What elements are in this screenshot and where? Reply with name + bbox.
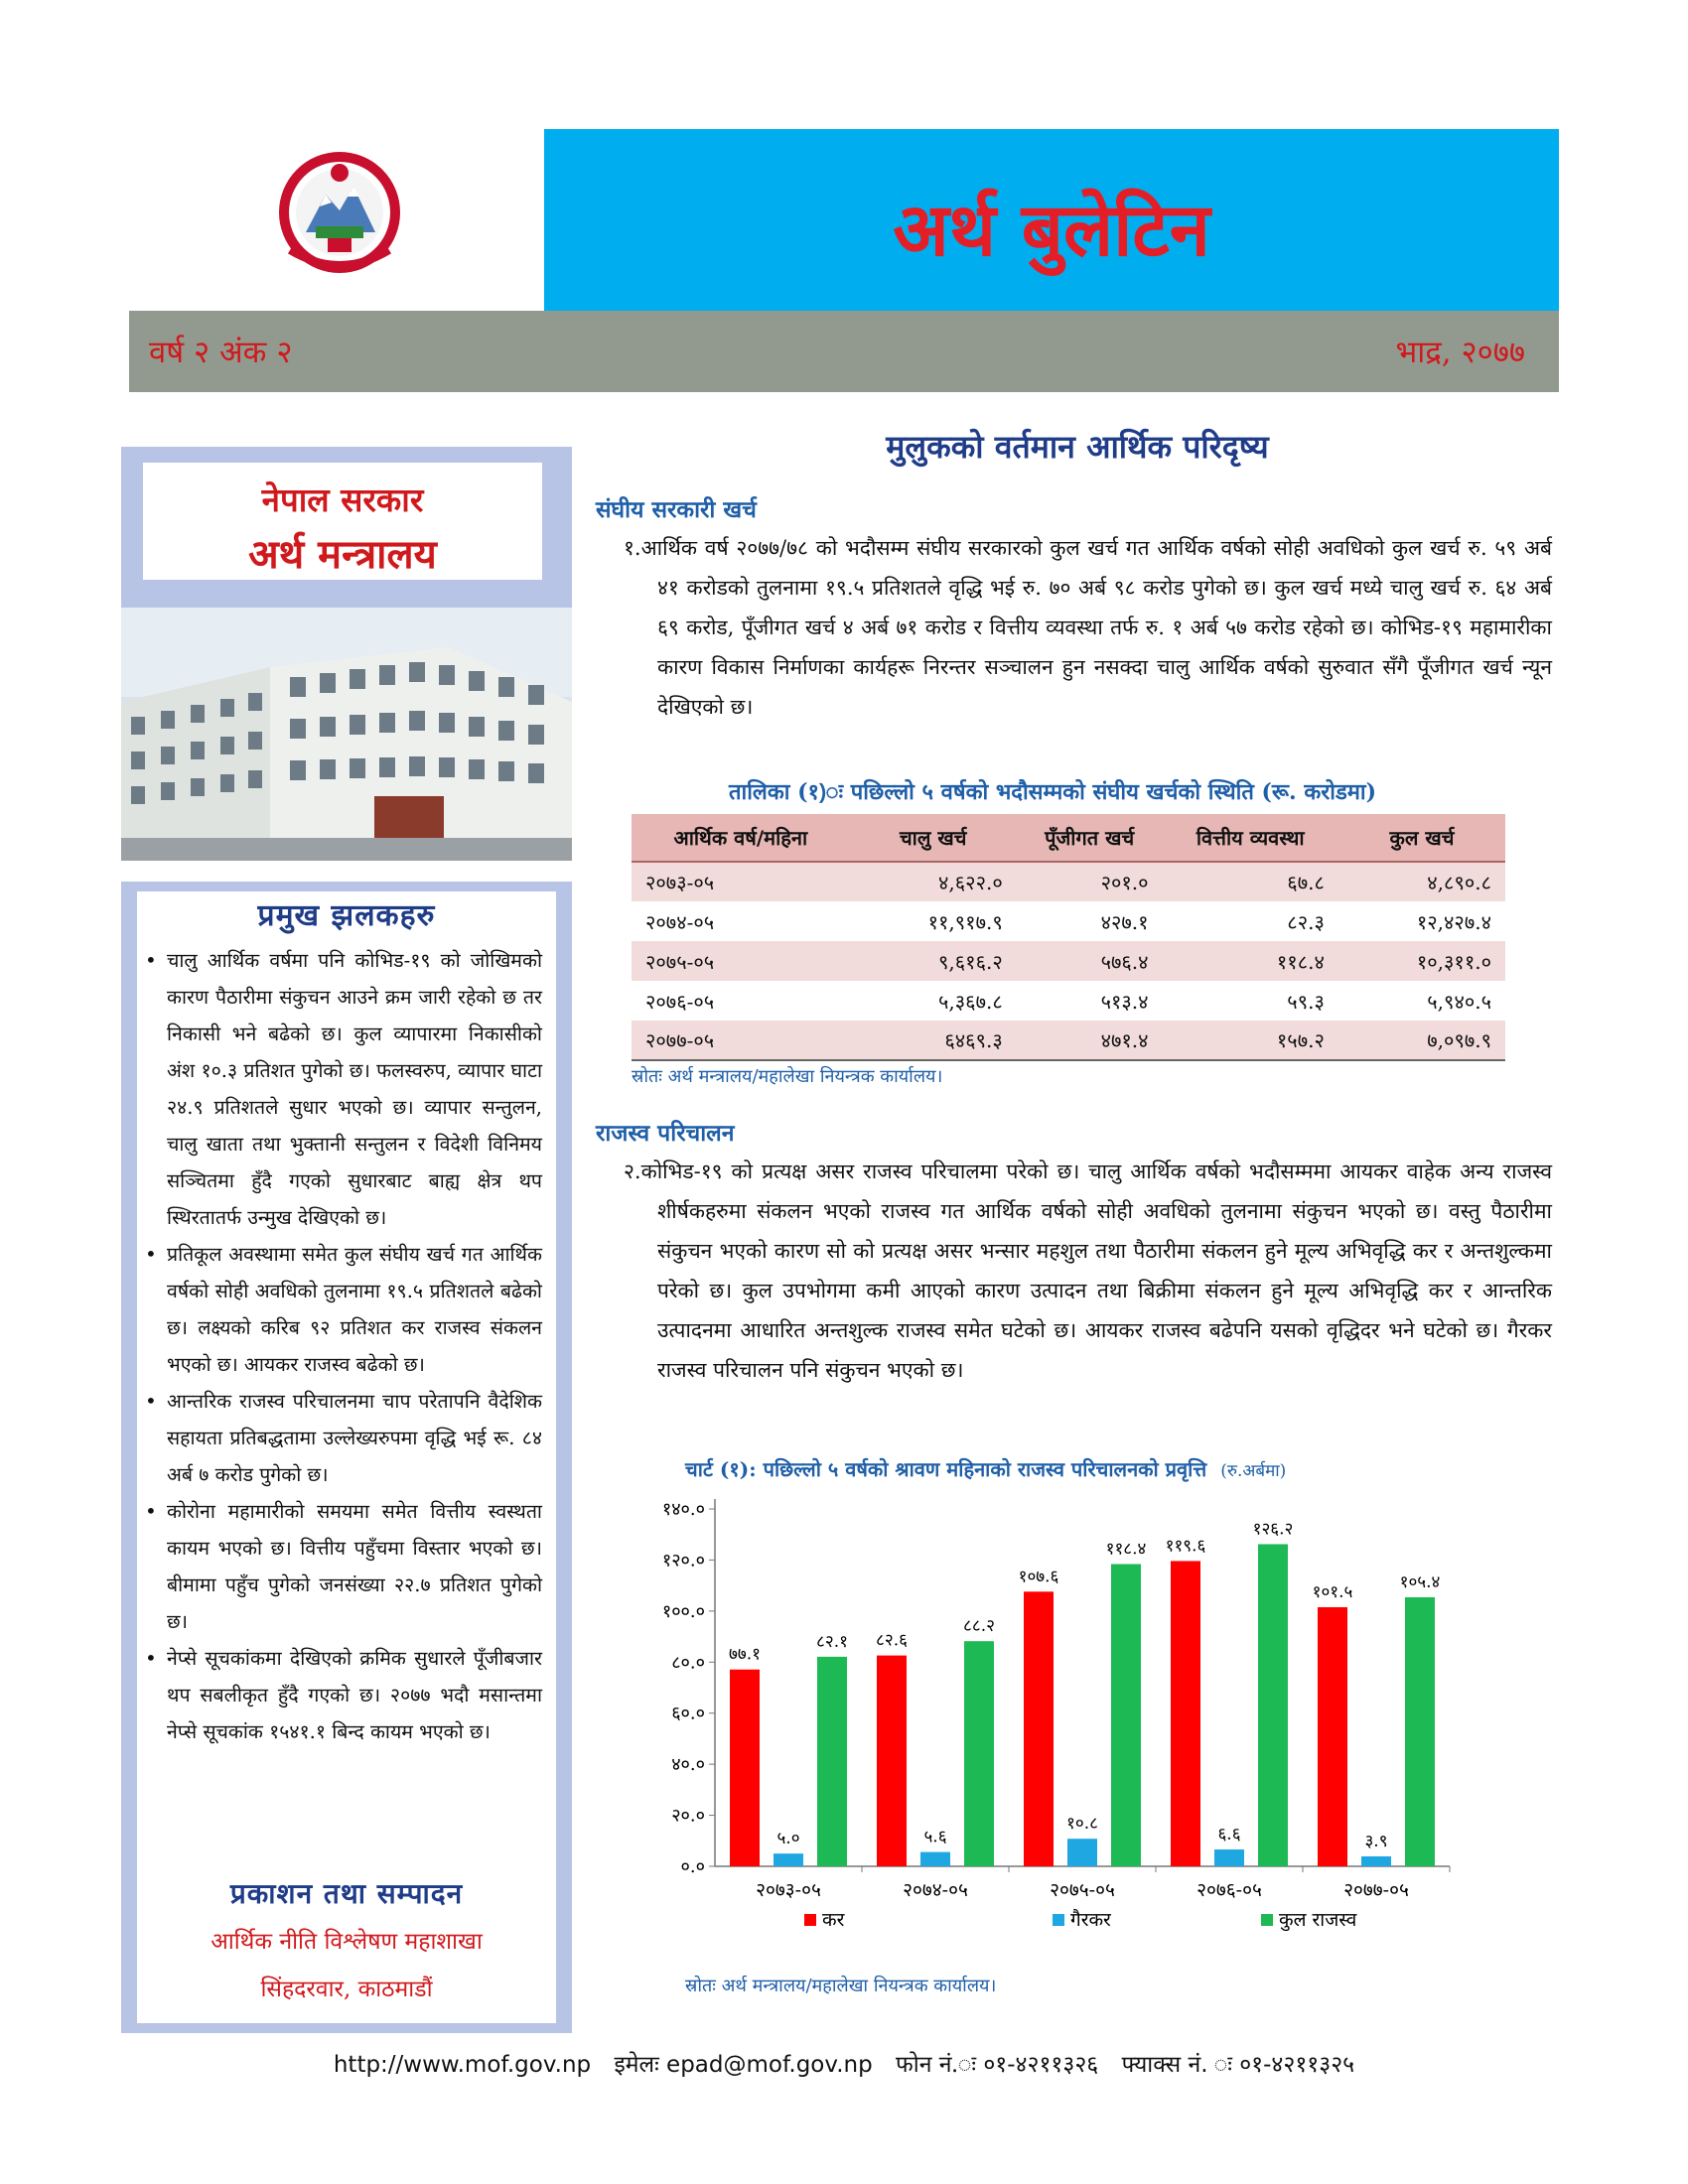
data-label: ८८.२	[963, 1616, 995, 1637]
chart-title-text: चार्ट (१): पछिल्लो ५ वर्षको श्रावण महिनाको राजस्व परिचालनको प्रवृत्ति	[685, 1457, 1207, 1481]
paragraph-number: २.	[624, 1160, 641, 1183]
bar-0	[877, 1656, 907, 1866]
section-heading-revenue: राजस्व परिचालन	[596, 1120, 735, 1147]
government-box	[121, 447, 572, 609]
table-cell: २०७३-०५	[632, 862, 850, 901]
x-tick-label: २०७४-०५	[903, 1879, 968, 1901]
footer-email[interactable]: इमेलः epad@mof.gov.np	[614, 2052, 873, 2078]
bar-0	[1171, 1561, 1200, 1866]
data-label: १०५.४	[1399, 1571, 1441, 1592]
highlight-item: • चालु आर्थिक वर्षमा पनि कोभिड-१९ को जोखिमको कारण पैठारीमा संकुचन आउने क्रम जारी रहेको छ तर निकासी भने बढेको छ। कुल व्यापारमा निकासीको अंश १०.३ प्रतिशत पुगेको छ। फलस्वरुप, व्यापार घाटा २४.९ प्रतिशतले सुधार भएको छ। व्यापार सन्तुलन, चालु खाता तथा भुक्तानी सन्तुलन र विदेशी विनिमय सञ्चितमा हुँदै गएको सुधारबाट बाह्य क्षेत्र थप स्थिरतातर्फ उन्मुख देखिएको छ।	[145, 942, 542, 1236]
publication-division: आर्थिक नीति विश्लेषण महाशाखा	[211, 1929, 483, 1955]
table-cell: २०१.०	[1017, 862, 1163, 901]
nepal-emblem-icon	[260, 151, 419, 280]
expenditure-table	[632, 814, 1505, 1061]
page-title: मुलुकको वर्तमान आर्थिक परिदृष्य	[886, 428, 1269, 466]
legend-swatch-0	[804, 1914, 816, 1926]
legend-label: कुल राजस्व	[1279, 1909, 1357, 1931]
table-cell: ९,६१६.२	[850, 941, 1017, 981]
paragraph-expenditure	[624, 528, 1552, 727]
issue-number: वर्ष २ अंक २	[149, 335, 293, 370]
data-label: १०१.५	[1312, 1582, 1353, 1602]
table-cell: १२,४२७.४	[1416, 909, 1491, 934]
legend-label: गैरकर	[1070, 1909, 1111, 1931]
table-cell: १०,३११.०	[1338, 941, 1505, 981]
issue-band	[129, 311, 1559, 392]
table-cell: ७,०९७.९	[1338, 1021, 1505, 1060]
bar-1	[774, 1853, 803, 1866]
bar-0	[1318, 1607, 1347, 1866]
table-cell: २०७७-०५	[632, 1021, 850, 1060]
government-box-inner	[143, 463, 542, 580]
y-tick-label: २०.०	[671, 1805, 705, 1827]
bar-1	[920, 1852, 950, 1866]
table-cell: ४,८९०.८	[1338, 862, 1505, 901]
data-label: ५.०	[776, 1829, 800, 1849]
table-cell: ५९.३	[1287, 989, 1325, 1014]
bar-1	[1067, 1839, 1097, 1866]
footer	[0, 2047, 1688, 2079]
table-cell: २०७४-०५	[645, 909, 715, 934]
bar-2	[1258, 1544, 1288, 1866]
bar-2	[1405, 1597, 1435, 1866]
paragraph-text: आर्थिक वर्ष २०७७/७८ को भदौसम्म संघीय सरकारको कुल खर्च गत आर्थिक वर्षको सोही अवधिको कुल खर्च रु. ५९ अर्ब ४१ करोडको तुलनामा १९.५ प्रतिशतले वृद्धि भई रु. ७० अर्ब ९८ करोड पुगेको छ। कुल खर्च मध्ये चालु खर्च रु. ६४ अर्ब ६९ करोड, पूँजीगत खर्च ४ अर्ब ७१ करोड र वित्तीय व्यवस्था तर्फ रु. १ अर्ब ५७ करोड रहेको छ। कोभिड-१९ महामारीका कारण विकास निर्माणका कार्यहरू निरन्तर सञ्चालन हुन नसक्दा चालु आर्थिक वर्षको सुरुवात सँगै पूँजीगत खर्च न्यून देखिएको छ।	[640, 536, 1552, 719]
table-row	[632, 941, 1505, 981]
table-cell: ५,९४०.५	[1427, 989, 1491, 1014]
data-label: ७७.१	[729, 1644, 761, 1665]
table-cell: २०७६-०५	[645, 989, 715, 1014]
table-cell: १५७.२	[1163, 1021, 1338, 1060]
data-label: १०.८	[1066, 1814, 1098, 1835]
highlights-inner	[137, 891, 556, 2023]
table-cell: ६७.८	[1163, 862, 1338, 901]
x-tick-label: २०७७-०५	[1343, 1879, 1409, 1901]
y-tick-label: ६०.०	[671, 1703, 705, 1724]
revenue-bar-chart	[635, 1489, 1569, 1966]
bar-1	[1361, 1856, 1391, 1866]
table-cell: ५१३.४	[1100, 989, 1149, 1014]
highlights-title: प्रमुख झलकहरु	[257, 898, 436, 933]
bar-1	[1214, 1849, 1244, 1866]
highlight-item: • कोरोना महामारीको समयमा समेत वित्तीय स्वस्थता कायम भएको छ। वित्तीय पहुँचमा विस्तार भएको छ। बीमामा पहुँच पुगेको जनसंख्या २२.७ प्रतिशत पुगेको छ।	[145, 1493, 542, 1640]
table-header-row	[632, 814, 1505, 862]
footer-phone: फोन नं.ः ०१-४२११३२६	[896, 2052, 1099, 2078]
table-caption: तालिका (१)ः पछिल्लो ५ वर्षको भदौसम्मको संघीय खर्चको स्थिति (रू. करोडमा)	[729, 779, 1376, 805]
y-tick-label: ०.०	[680, 1856, 705, 1877]
table-cell: ५७६.४	[1017, 941, 1163, 981]
issue-date: भाद्र, २०७७	[1395, 335, 1525, 370]
y-tick-label: ४०.०	[671, 1754, 705, 1776]
x-tick-label: २०७३-०५	[756, 1879, 821, 1901]
data-label: ६.६	[1217, 1825, 1241, 1845]
chart-source: स्रोतः अर्थ मन्त्रालय/महालेखा नियन्त्रक कार्यालय।	[685, 1976, 997, 1996]
highlights-list	[137, 942, 556, 1750]
bar-0	[1024, 1591, 1054, 1866]
y-tick-label: ८०.०	[671, 1652, 705, 1674]
bar-2	[1111, 1565, 1141, 1866]
x-tick-label: २०७६-०५	[1196, 1879, 1262, 1901]
table-cell: ६४६९.३	[850, 1021, 1017, 1060]
table-row	[632, 901, 1505, 941]
table-cell: ४२७.१	[1100, 909, 1149, 934]
highlight-item: • आन्तरिक राजस्व परिचालनमा चाप परेतापनि वैदेशिक सहायता प्रतिबद्धतामा उल्लेख्यरुपमा वृद्धि भई रू. ८४ अर्ब ७ करोड पुगेको छ।	[145, 1383, 542, 1493]
paragraph-revenue	[624, 1152, 1552, 1390]
table-cell: ५,३६७.८	[938, 989, 1003, 1014]
table-cell: २०७५-०५	[632, 941, 850, 981]
highlight-item: • प्रतिकूल अवस्थामा समेत कुल संघीय खर्च गत आर्थिक वर्षको सोही अवधिको तुलनामा १९.५ प्रतिशतले बढेको छ। लक्ष्यको करिब ९२ प्रतिशत कर राजस्व संकलन भएको छ। आयकर राजस्व बढेको छ।	[145, 1236, 542, 1383]
table-cell: ४७१.४	[1017, 1021, 1163, 1060]
table-cell: ११,९१७.९	[927, 909, 1003, 934]
data-label: १२६.२	[1252, 1519, 1294, 1540]
data-label: ८२.१	[816, 1631, 848, 1652]
table-cell: ११८.४	[1163, 941, 1338, 981]
ministry-name: अर्थ मन्त्रालय	[248, 531, 437, 578]
chart-title	[685, 1455, 1559, 1482]
y-tick-label: १००.०	[661, 1600, 705, 1622]
footer-website[interactable]: http://www.mof.gov.np	[333, 2052, 592, 2078]
chart-unit: (रु.अर्बमा)	[1220, 1461, 1287, 1481]
ministry-building-photo	[121, 608, 572, 861]
publication-address: सिंहदरवार, काठमाडौं	[260, 1977, 433, 2002]
data-label: ८२.६	[876, 1630, 908, 1651]
table-row	[632, 981, 1505, 1021]
bulletin-title: अर्थ बुलेटिन	[893, 188, 1210, 273]
data-label: ५.६	[923, 1827, 947, 1847]
section-heading-expenditure: संघीय सरकारी खर्च	[596, 496, 757, 523]
table-cell: ८२.३	[1287, 909, 1325, 934]
footer-fax: फ्याक्स नं. ः ०१-४२११३२५	[1121, 2052, 1355, 2078]
table-row	[632, 1021, 1505, 1060]
bar-2	[964, 1641, 994, 1866]
table-header: चालु खर्च	[850, 814, 1017, 862]
paragraph-number: १.	[624, 536, 641, 560]
table-header: पूँजीगत खर्च	[1017, 814, 1163, 862]
y-tick-label: १२०.०	[661, 1550, 705, 1571]
data-label: ११९.६	[1165, 1536, 1206, 1557]
highlight-item: • नेप्से सूचकांकमा देखिएको क्रमिक सुधारले पूँजीबजार थप सबलीकृत हुँदै गएको छ। २०७७ भदौ मसान्तमा नेप्से सूचकांक १५४१.१ बिन्द कायम भएको छ।	[145, 1640, 542, 1750]
government-name: नेपाल सरकार	[261, 480, 424, 519]
legend-swatch-2	[1261, 1914, 1273, 1926]
legend-label: कर	[822, 1909, 845, 1931]
bar-2	[817, 1657, 847, 1866]
y-tick-label: १४०.०	[661, 1499, 705, 1520]
table-cell: ४,६२२.०	[850, 862, 1017, 901]
legend-swatch-1	[1053, 1914, 1064, 1926]
paragraph-text: कोभिड-१९ को प्रत्यक्ष असर राजस्व परिचालमा परेको छ। चालु आर्थिक वर्षको भदौसम्ममा आयकर वाहेक अन्य राजस्व शीर्षकहरुमा संकलन भएको राजस्व गत आर्थिक वर्षको सोही अवधिको तुलनामा संकुचन भएको छ। वस्तु पैठारीमा संकुचन भएको कारण सो को प्रत्यक्ष असर भन्सार महशुल तथा पैठारीमा संकलन हुने मूल्य अभिवृद्धि कर र अन्तशुल्कमा परेको छ। कुल उपभोगमा कमी आएको कारण उत्पादन तथा बिक्रीमा संकलन हुने मूल्य अभिवृद्धि कर र आन्तरिक उत्पादनमा आधारित अन्तशुल्क राजस्व समेत घटेको छ। आयकर राजस्व बढेपनि यसको वृद्धिदर भने घटेको छ। गैरकर राजस्व परिचालन पनि संकुचन भएको छ।	[640, 1160, 1552, 1382]
table-header: कुल खर्च	[1338, 814, 1505, 862]
data-label: १०७.६	[1018, 1567, 1059, 1587]
table-source: स्रोतः अर्थ मन्त्रालय/महालेखा नियन्त्रक कार्यालय।	[632, 1066, 943, 1087]
highlights-box	[121, 882, 572, 2033]
table-row	[632, 862, 1505, 901]
bar-0	[730, 1670, 760, 1866]
table-header: आर्थिक वर्ष/महिना	[632, 814, 850, 862]
data-label: ३.९	[1364, 1831, 1388, 1851]
publication-title: प्रकाशन तथा सम्पादन	[229, 1877, 464, 1910]
table-header: वित्तीय व्यवस्था	[1163, 814, 1338, 862]
title-band	[544, 129, 1559, 311]
x-tick-label: २०७५-०५	[1050, 1879, 1115, 1901]
data-label: ११८.४	[1105, 1539, 1147, 1560]
